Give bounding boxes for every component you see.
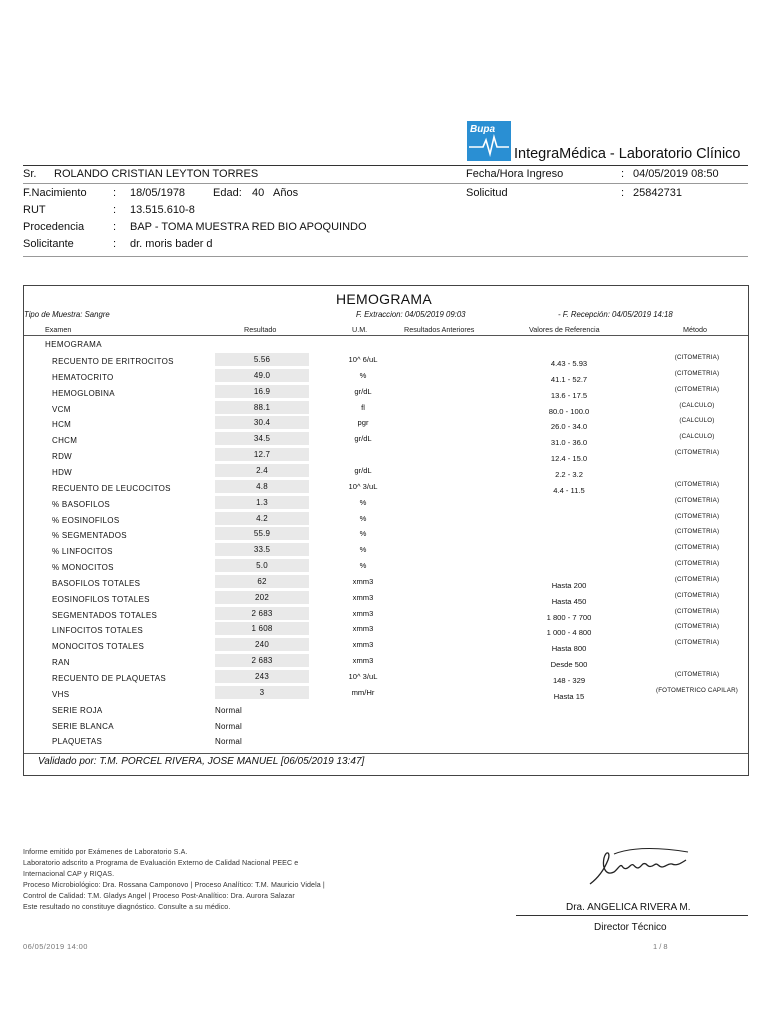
exam-unit: 10^ 3/uL [348,481,378,491]
exam-result: 3 [215,686,309,699]
series-result: Normal [215,737,242,747]
exam-result: 62 [215,575,309,588]
exam-name: % MONOCITOS [52,563,114,573]
origin-label: Procedencia [23,221,85,233]
age-unit: Años [273,187,299,199]
exam-name: EOSINOFILOS TOTALES [52,594,150,604]
exam-reference: Desde 500 [550,660,588,670]
table-row [0,369,768,385]
table-row [0,448,768,464]
exam-name: VHS [52,689,70,699]
exam-name: % BASOFILOS [52,499,110,509]
exam-result: 4.8 [215,480,309,493]
colon: : [113,221,117,233]
request-label: Solicitud [466,187,508,199]
exam-reference: 148 - 329 [552,676,586,685]
colon: : [113,204,117,216]
exam-name: RDW [52,452,73,462]
exam-name: % EOSINOFILOS [52,515,120,525]
table-row [0,638,768,654]
extraction-date: F. Extraccion: 04/05/2019 09:03 [356,310,466,319]
exam-method: (CITOMETRIA) [674,591,720,599]
table-row [0,432,768,448]
table-row [0,480,768,496]
age-value: 40 [252,187,265,199]
colon: : [621,187,625,199]
table-row [0,733,768,749]
patient-bottom-divider [23,256,748,257]
exam-unit: xmm3 [352,608,374,618]
signature-line [516,915,748,916]
colon: : [621,168,625,180]
exam-result: 12.7 [215,448,309,461]
exam-reference: Hasta 800 [551,644,587,654]
table-row [0,686,768,702]
exam-method: (FOTOMETRICO CAPILAR) [655,686,739,694]
exam-name: RECUENTO DE LEUCOCITOS [52,483,171,493]
origin-value: BAP - TOMA MUESTRA RED BIO APOQUINDO [130,221,367,233]
exam-reference: 1 800 - 7 700 [546,612,592,622]
page-number: 1 / 8 [653,942,668,951]
col-um: U.M. [352,325,368,334]
exam-unit: 10^ 3/uL [348,672,378,681]
exam-unit: % [359,370,367,380]
col-exam: Examen [45,325,72,334]
exam-reference: 26.0 - 34.0 [550,422,588,432]
table-row [0,622,768,638]
exam-method: (CITOMETRIA) [674,639,720,647]
exam-unit: % [359,513,367,523]
exam-method: (CALCULO) [679,401,715,409]
exam-method: (CITOMETRIA) [674,480,720,488]
series-name: SERIE BLANCA [52,721,114,731]
rut-value: 13.515.610-8 [130,204,195,216]
exam-result: 16.9 [215,385,309,398]
colon: : [113,187,117,199]
intake-value: 04/05/2019 08:50 [633,168,719,180]
table-row [0,543,768,559]
exam-unit: gr/dL [354,465,372,475]
requester-label: Solicitante [23,238,74,250]
exam-method: (CITOMETRIA) [674,528,720,536]
exam-reference: 2.2 - 3.2 [555,469,583,479]
patient-divider [23,183,748,184]
birth-label: F.Nacimiento [23,187,87,199]
exam-method: (CITOMETRIA) [674,671,720,678]
footer-notes [23,847,325,913]
table-row [0,512,768,528]
exam-reference: 80.0 - 100.0 [548,406,590,416]
table-row [0,496,768,512]
lab-name: IntegraMédica - Laboratorio Clínico [514,146,741,162]
exam-reference: Hasta 15 [553,691,585,701]
exam-result: 2 683 [215,607,309,620]
exam-result: 5.56 [215,353,309,366]
logo-text: Bupa [470,124,495,135]
exam-method: (CITOMETRIA) [674,623,720,631]
exam-result: 5.0 [215,559,309,572]
col-method: Método [683,325,707,334]
exam-result: 2.4 [215,464,309,477]
exam-method: (CITOMETRIA) [674,385,720,393]
table-row [0,575,768,591]
exam-method: (CALCULO) [679,433,715,441]
exam-reference: 41.1 - 52.7 [550,374,588,384]
exam-name: HDW [52,467,73,477]
sample-type: Tipo de Muestra: Sangre [24,310,110,319]
exam-name: LINFOCITOS TOTALES [52,626,144,636]
exam-name: MONOCITOS TOTALES [52,642,145,652]
reception-date: - F. Recepción: 04/05/2019 14:18 [558,310,673,319]
exam-method: (CITOMETRIA) [674,575,720,583]
exam-unit: gr/dL [354,386,372,396]
footer-line: Informe emitido por Exámenes de Laboratorio S.A. [23,848,188,856]
col-result: Resultado [244,325,277,334]
validation-divider [24,753,748,754]
exam-unit: % [359,545,367,555]
exam-unit: xmm3 [352,656,374,666]
exam-result: 2 683 [215,654,309,667]
exam-result: 4.2 [215,512,309,525]
exam-reference: Hasta 450 [551,596,587,606]
exam-method: (CITOMETRIA) [674,560,720,568]
exam-reference: 4.4 - 11.5 [553,485,585,495]
patient-title-label: Sr. [23,168,37,180]
table-row [0,607,768,623]
exam-reference: 31.0 - 36.0 [550,438,588,448]
exam-method: (CITOMETRIA) [674,369,720,377]
exam-method: (CITOMETRIA) [674,496,720,504]
patient-name: ROLANDO CRISTIAN LEYTON TORRES [54,168,259,180]
footer-line: Laboratorio adscrito a Programa de Evaluación Externo de Calidad Nacional PEEC e [23,859,299,867]
exam-unit: fl [361,402,365,412]
exam-result: 49.0 [215,369,309,382]
exam-unit: mm/Hr [351,687,375,697]
birth-date: 18/05/1978 [130,187,186,199]
series-name: PLAQUETAS [52,737,103,747]
table-row [0,718,768,734]
validated-by: Validado por: T.M. PORCEL RIVERA, JOSE MANUEL [06/05/2019 13:47] [38,756,365,767]
exam-reference: 12.4 - 15.0 [550,454,588,464]
heartbeat-icon [467,121,511,161]
age-label: Edad: [213,187,242,199]
exam-name: RAN [52,658,70,668]
table-row [0,591,768,607]
exam-method: (CALCULO) [679,417,715,425]
exam-result: 240 [215,638,309,651]
exam-name: % LINFOCITOS [52,547,113,557]
exam-unit: gr/dL [354,434,372,444]
table-row [0,401,768,417]
exam-name: % SEGMENTADOS [52,531,127,541]
signature-image [584,842,694,892]
table-row [0,353,768,369]
requester-value: dr. moris bader d [130,238,213,250]
exam-name: RECUENTO DE PLAQUETAS [52,674,167,683]
table-row [0,670,768,686]
footer-line: Control de Calidad: T.M. Gladys Angel | Proceso Post-Analítico: Dra. Aurora Salazar [23,892,295,900]
exam-reference: 1 000 - 4 800 [546,628,592,638]
exam-name: SEGMENTADOS TOTALES [52,610,158,620]
exam-name: CHCM [52,436,78,446]
exam-reference: Hasta 200 [551,580,587,590]
exam-result: 243 [215,670,309,683]
exam-name: HEMOGLOBINA [52,388,115,398]
footer-line: Proceso Microbiológico: Dra. Rossana Camponovo | Proceso Analítico: T.M. Mauricio Videla | [23,881,325,889]
exam-result: 1 608 [215,622,309,635]
series-result: Normal [215,705,242,715]
exam-method: (CITOMETRIA) [674,512,720,520]
exam-name: HEMATOCRITO [52,372,114,382]
exam-unit: xmm3 [352,576,374,586]
exam-reference: 4.43 - 5.93 [550,359,588,368]
intake-label: Fecha/Hora Ingreso [466,168,564,180]
exam-name: BASOFILOS TOTALES [52,578,141,588]
exam-name: RECUENTO DE ERITROCITOS [52,357,174,366]
table-row [0,654,768,670]
exam-method: (CITOMETRIA) [674,354,720,361]
col-reference: Valores de Referencia [529,325,600,334]
exam-result: 1.3 [215,496,309,509]
section-title: HEMOGRAMA [45,340,102,349]
table-row [0,702,768,718]
series-result: Normal [215,721,242,731]
bupa-logo [467,121,511,161]
table-row [0,464,768,480]
footer-line: Internacional CAP y RIQAS. [23,870,115,878]
footer-line: Este resultado no constituye diagnóstico. Consulte a su médico. [23,903,231,911]
exam-result: 30.4 [215,416,309,429]
exam-unit: xmm3 [352,592,374,602]
colon: : [113,238,117,250]
exam-method: (CITOMETRIA) [674,607,720,615]
table-row [0,527,768,543]
doctor-name: Dra. ANGELICA RIVERA M. [566,902,691,913]
exam-result: 34.5 [215,432,309,445]
exam-method: (CITOMETRIA) [674,449,720,457]
print-date: 06/05/2019 14:00 [23,942,88,951]
header-divider [23,165,748,166]
exam-unit: 10^ 6/uL [348,355,378,364]
exam-unit: xmm3 [352,640,374,650]
exam-name: VCM [52,404,71,414]
rut-label: RUT [23,204,46,216]
exam-reference: 13.6 - 17.5 [550,390,588,400]
table-row [0,385,768,401]
column-header-divider [24,335,748,336]
doctor-title: Director Técnico [594,922,667,933]
table-row [0,559,768,575]
exam-name: HCM [52,420,72,430]
exam-unit: % [359,497,367,507]
exam-result: 55.9 [215,527,309,540]
series-name: SERIE ROJA [52,705,103,715]
exam-result: 202 [215,591,309,604]
exam-unit: pgr [357,418,369,428]
exam-unit: % [359,529,367,539]
exam-unit: % [359,561,367,571]
exam-result: 88.1 [215,401,309,414]
exam-unit: xmm3 [352,624,374,634]
request-value: 25842731 [633,187,682,199]
exam-result: 33.5 [215,543,309,556]
col-previous: Resultados Anteriores [404,325,475,334]
table-row [0,416,768,432]
report-title: HEMOGRAMA [335,291,433,307]
exam-method: (CITOMETRIA) [674,544,720,552]
